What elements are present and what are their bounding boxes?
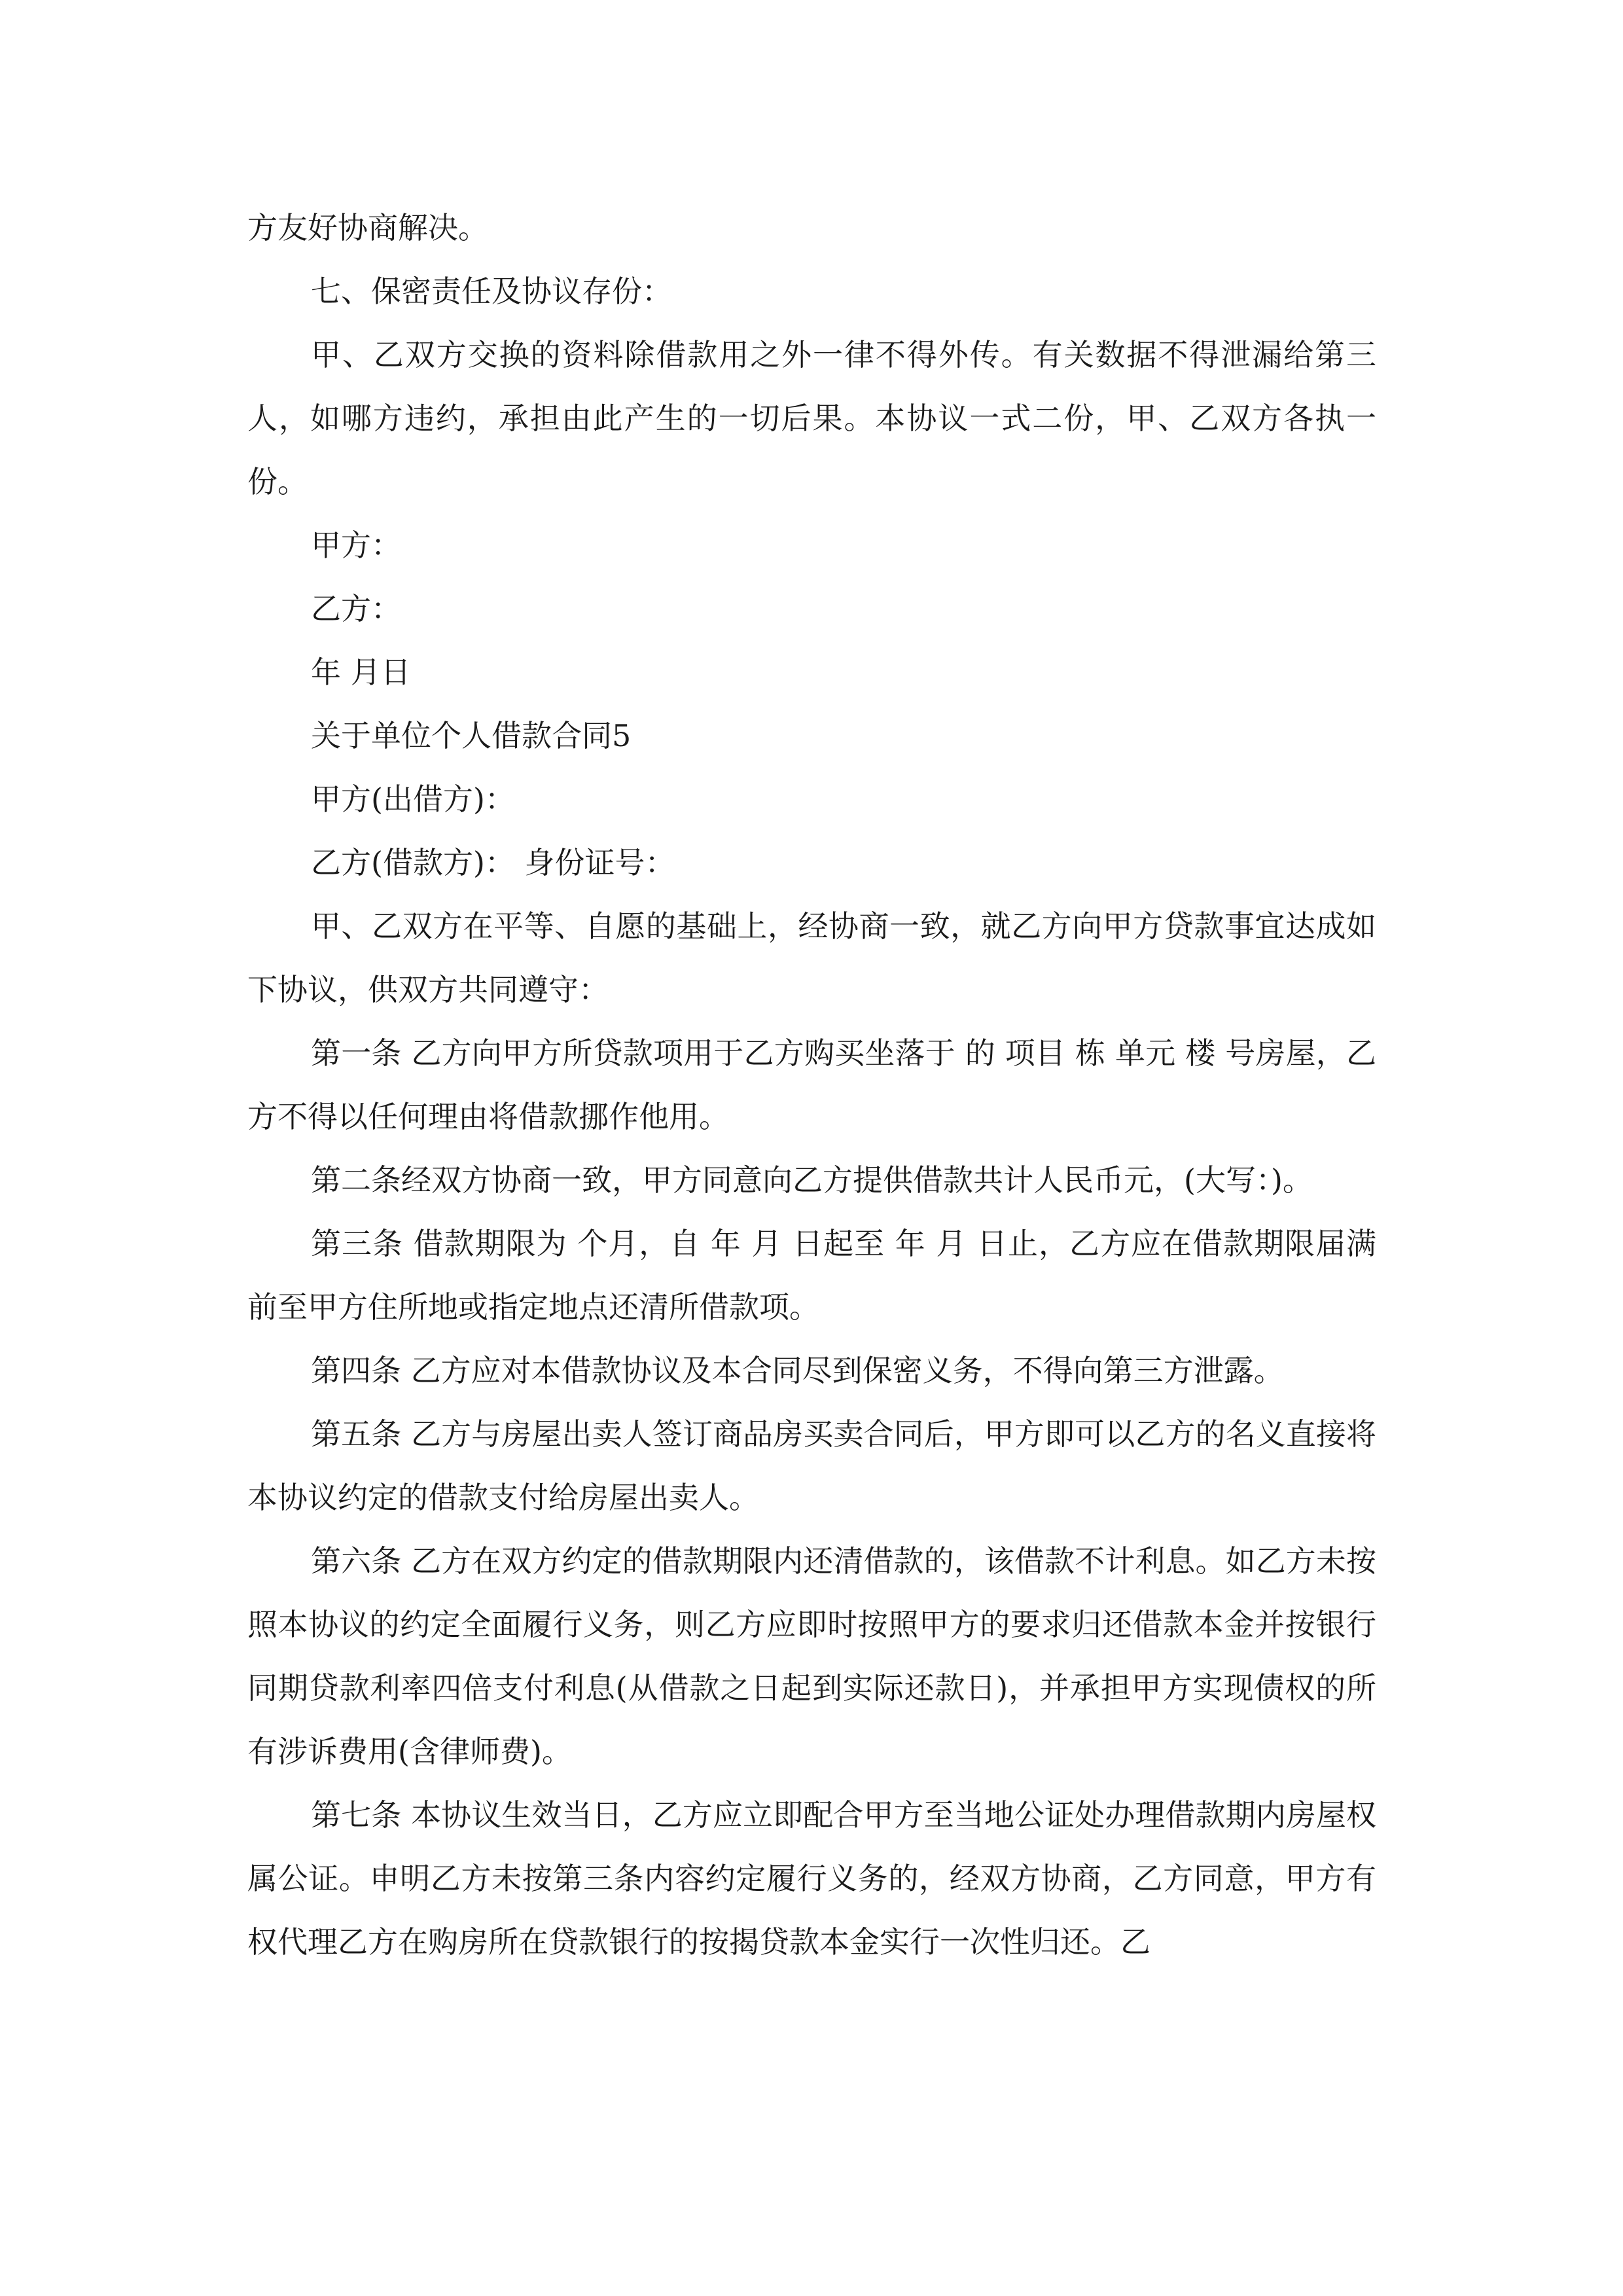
article-5: 第五条 乙方与房屋出卖人签订商品房买卖合同后，甲方即可以乙方的名义直接将本协议约定的借款支付给房屋出卖人。 [247, 1416, 1376, 1515]
contract-title: 关于单位个人借款合同5 [311, 718, 632, 753]
article-1: 第一条 乙方向甲方所贷款项用于乙方购买坐落于 的 项目 栋 单元 楼 号房屋，乙方不得以任何理由将借款挪作他用。 [247, 1035, 1376, 1134]
paragraph-resolution-continued: 方友好协商解决。 [247, 210, 488, 245]
article-6: 第六条 乙方在双方约定的借款期限内还清借款的，该借款不计利息。如乙方未按照本协议的约定全面履行义务，则乙方应即时按照甲方的要求归还借款本金并按银行同期贷款利率四倍支付利息(从借款之日起到实际还款日)，并承担甲方实现债权的所有涉诉费用(含律师费)。 [247, 1543, 1376, 1769]
date-line: 年 月日 [311, 655, 411, 690]
article-4: 第四条 乙方应对本借款协议及本合同尽到保密义务，不得向第三方泄露。 [311, 1353, 1284, 1388]
document-body [247, 196, 1376, 1974]
article-3: 第三条 借款期限为 个月，自 年 月 日起至 年 月 日止，乙方应在借款期限届满前至甲方住所地或指定地点还清所借款项。 [247, 1226, 1376, 1325]
preamble: 甲、乙双方在平等、自愿的基础上，经协商一致，就乙方向甲方贷款事宜达成如下协议，供双方共同遵守： [247, 908, 1376, 1007]
party-b-borrower: 乙方(借款方)： 身份证号： [311, 845, 675, 880]
article-7: 第七条 本协议生效当日，乙方应立即配合甲方至当地公证处办理借款期内房屋权属公证。申明乙方未按第三条内容约定履行义务的，经双方协商，乙方同意，甲方有权代理乙方在购房所在贷款银行的按揭贷款本金实行一次性归还。乙 [247, 1797, 1376, 1960]
party-a-signature-line: 甲方： [311, 528, 401, 563]
party-b-signature-line: 乙方： [311, 591, 401, 626]
heading-confidentiality: 七、保密责任及协议存份： [311, 274, 672, 309]
party-a-lender: 甲方(出借方)： [311, 781, 515, 817]
article-2: 第二条经双方协商一致，甲方同意向乙方提供借款共计人民币元，(大写：)。 [311, 1162, 1313, 1198]
paragraph-confidentiality: 甲、乙双方交换的资料除借款用之外一律不得外传。有关数据不得泄漏给第三人，如哪方违约，承担由此产生的一切后果。本协议一式二份，甲、乙双方各执一份。 [247, 337, 1376, 499]
